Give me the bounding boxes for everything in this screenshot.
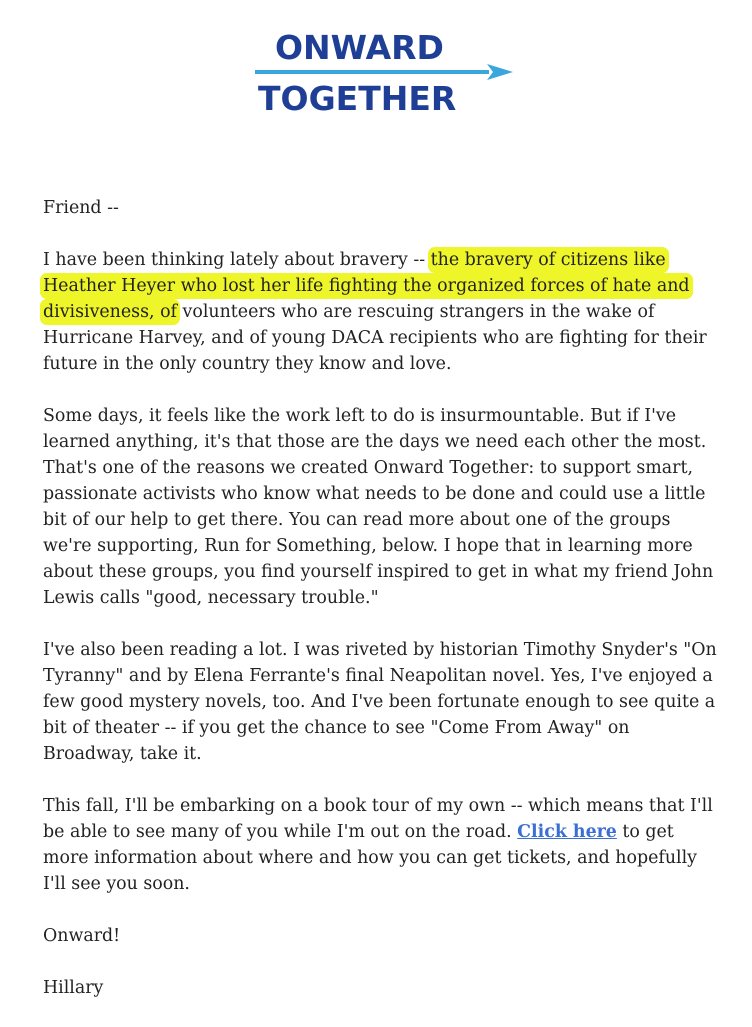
logo-line-1: ONWARD: [275, 28, 444, 67]
email-body: [43, 195, 723, 1027]
paragraph-bravery: [43, 247, 723, 377]
paragraph-onward-together: Some days, it feels like the work left to do is insurmountable. But if I've learned anything, it's that those are the days we need each other the most. That's one of the reasons we created Onward Together: to support smart, passionate activists who know what needs to be done and could use a little bit of our help to get there. You can read more about one of the groups we're supporting, Run for Something, below. I hope that in learning more about these groups, you find yourself inspired to get in what my friend John Lewis calls "good, necessary trouble.": [43, 406, 714, 608]
p4-before: This fall, I'll be embarking on a book tour of my own -- which means that I'll be able to see many of you while I'm out on the road.: [43, 796, 713, 842]
paragraph-book-tour: [43, 793, 723, 897]
onward-together-logo: [255, 30, 515, 122]
greeting: Friend --: [43, 198, 119, 218]
logo-arrow-icon: [255, 64, 513, 80]
signature: Hillary: [43, 978, 104, 998]
logo-line-2: TOGETHER: [258, 79, 457, 118]
p4-after: to get more information about where and how you can get tickets, and hopefully I'll see you soon.: [43, 822, 697, 894]
signoff: Onward!: [43, 926, 121, 946]
click-here-link[interactable]: Click here: [517, 822, 617, 842]
p1-before: I have been thinking lately about bravery --: [43, 250, 431, 270]
p1-after: volunteers who are rescuing strangers in the wake of Hurricane Harvey, and of young DACA recipients who are fighting for their future in the only country they know and love.: [43, 302, 707, 374]
paragraph-reading: I've also been reading a lot. I was riveted by historian Timothy Snyder's "On Tyranny" and by Elena Ferrante's final Neapolitan novel. Yes, I've enjoyed a few good mystery novels, too. And I've been fortunate enough to see quite a bit of theater -- if you get the chance to see "Come From Away" on Broadway, take it.: [43, 640, 717, 764]
highlighted-text: the bravery of citizens like Heather Heyer who lost her life fighting the organized forces of hate and divisiveness, of: [43, 250, 690, 322]
